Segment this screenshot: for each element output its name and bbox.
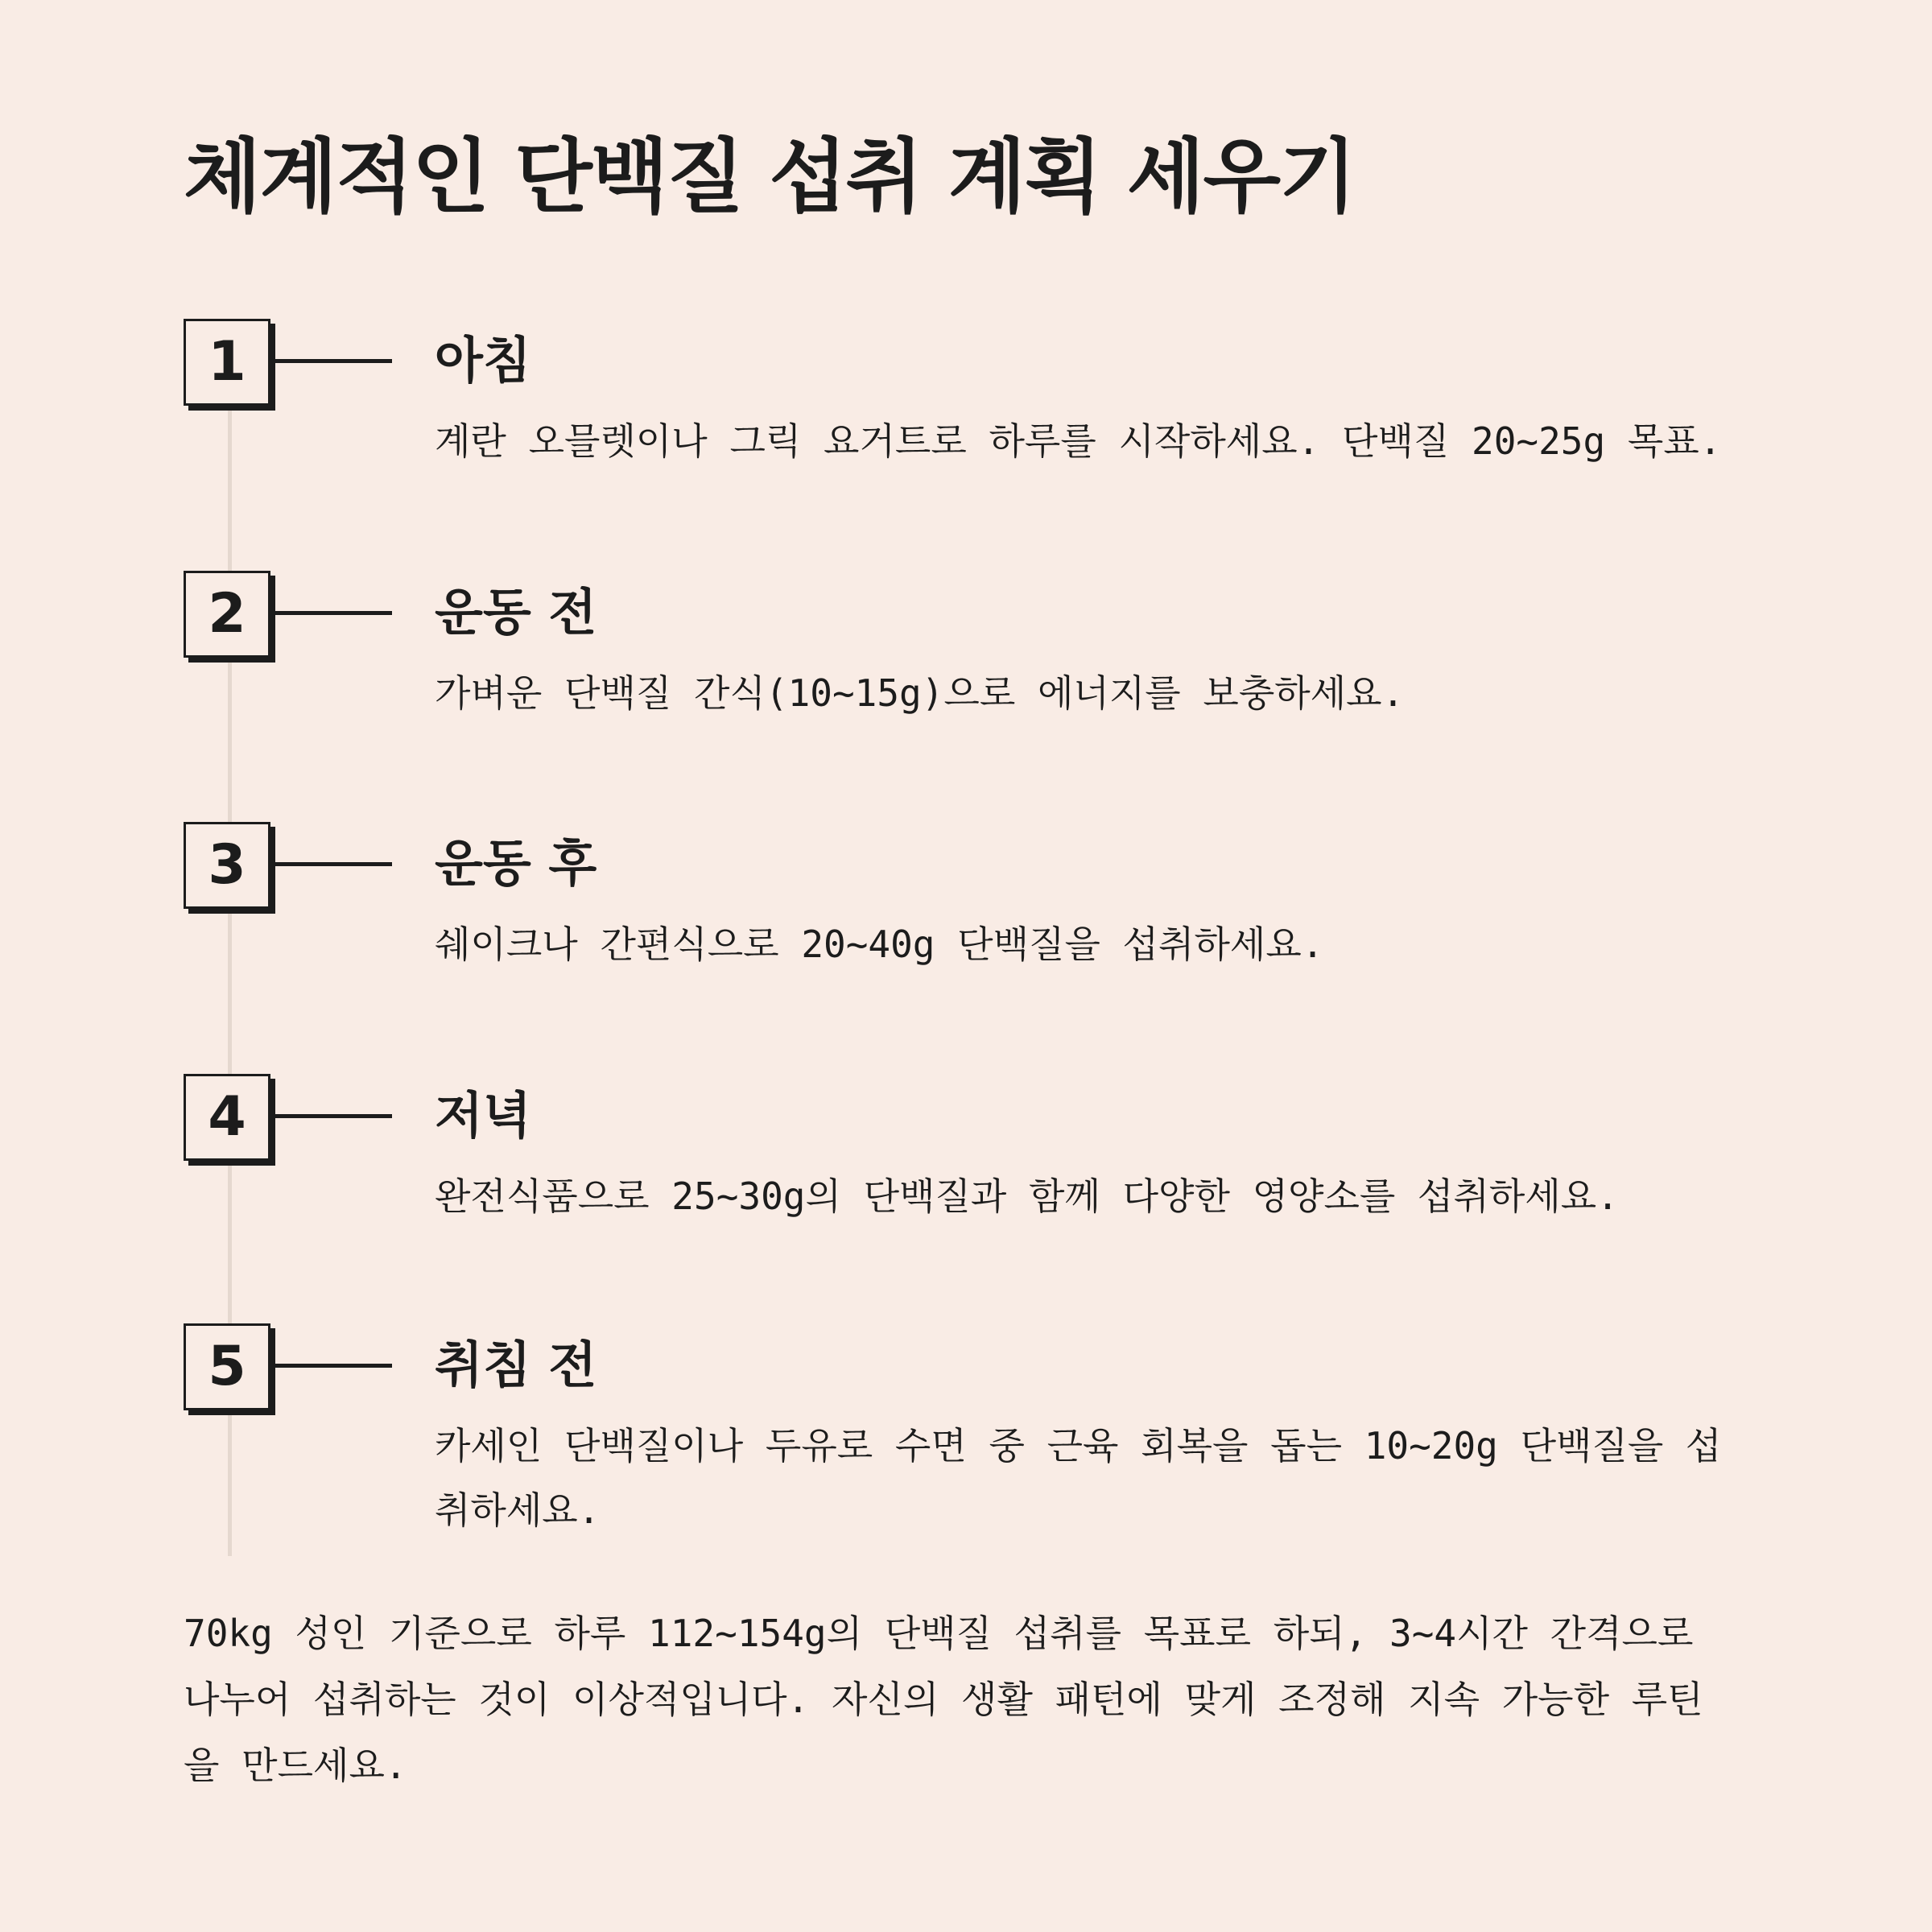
step-description: 카세인 단백질이나 두유로 수면 중 근육 회복을 돕는 10~20g 단백질을 섭취하세요.: [435, 1424, 1722, 1532]
step-title: 취침 전: [435, 1335, 597, 1394]
step-connector-line: [273, 1114, 392, 1118]
step-connector-line: [273, 862, 392, 866]
step-description: 완전식품으로 25~30g의 단백질과 함께 다양한 영양소를 섭취하세요.: [435, 1174, 1619, 1218]
step-title: 아침: [435, 331, 531, 390]
step-title: 운동 전: [435, 583, 597, 642]
step-title: 운동 후: [435, 834, 597, 893]
page-title: 체계적인 단백질 섭취 계획 세우기: [184, 130, 1356, 224]
step-description: 쉐이크나 간편식으로 20~40g 단백질을 섭취하세요.: [435, 923, 1324, 966]
step-number-badge: 4: [184, 1074, 270, 1161]
step-description: 가벼운 단백질 간식(10~15g)으로 에너지를 보충하세요.: [435, 671, 1405, 715]
step-number-badge: 2: [184, 571, 270, 658]
step-connector-line: [273, 1364, 392, 1368]
step-number-badge: 3: [184, 822, 270, 909]
step-number-badge: 5: [184, 1323, 270, 1410]
summary-paragraph: 70kg 성인 기준으로 하루 112~154g의 단백질 섭취를 목표로 하되, 3~4시간 간격으로 나누어 섭취하는 것이 이상적입니다. 자신의 생활 패턴에 맞게 조정해 지속 가능한 루틴을 만드세요.: [184, 1612, 1703, 1787]
step-number-badge: 1: [184, 319, 270, 406]
step-description: 계란 오믈렛이나 그릭 요거트로 하루를 시작하세요. 단백질 20~25g 목표.: [435, 419, 1722, 463]
step-title: 저녁: [435, 1086, 531, 1145]
step-connector-line: [273, 359, 392, 363]
step-connector-line: [273, 611, 392, 615]
